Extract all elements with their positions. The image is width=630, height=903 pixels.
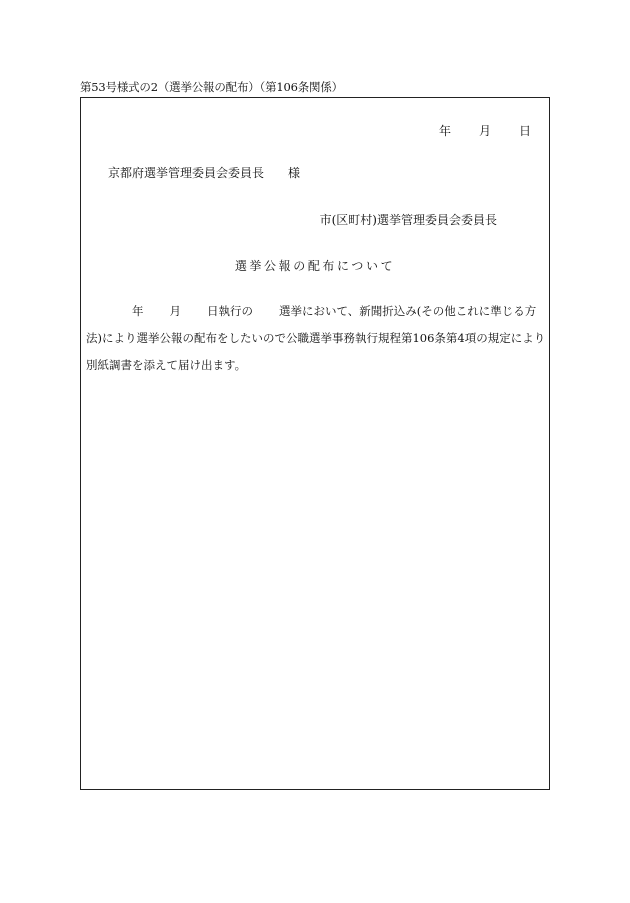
body-line-1: [86, 298, 548, 325]
sender-title: 市(区町村)選挙管理委員会委員長: [319, 213, 497, 227]
body-year-label: 年: [132, 304, 144, 318]
date-line: [0, 124, 531, 138]
addressee: [108, 166, 300, 180]
date-day-label: 日: [518, 124, 531, 138]
form-frame: [80, 97, 550, 790]
date-year-label: 年: [438, 124, 451, 138]
body-line-3: 別紙調書を添えて届け出ます。: [86, 358, 247, 372]
body-text: [86, 298, 548, 379]
body-day-held-label: 日執行の: [207, 304, 253, 318]
body-election-text: 選挙において、新聞折込み(その他これに準じる方: [279, 304, 537, 318]
form-number-label: 第53号様式の2（選挙公報の配布）（第106条関係）: [80, 80, 343, 94]
body-month-label: 月: [169, 304, 181, 318]
addressee-honorific: 様: [288, 166, 301, 180]
document-subject: 選挙公報の配布について: [234, 259, 396, 273]
body-line-2: 法)により選挙公報の配布をしたいので公職選挙事務執行規程第106条第4項の規定により: [86, 331, 546, 345]
date-month-label: 月: [478, 124, 491, 138]
addressee-name: 京都府選挙管理委員会委員長: [108, 166, 265, 180]
